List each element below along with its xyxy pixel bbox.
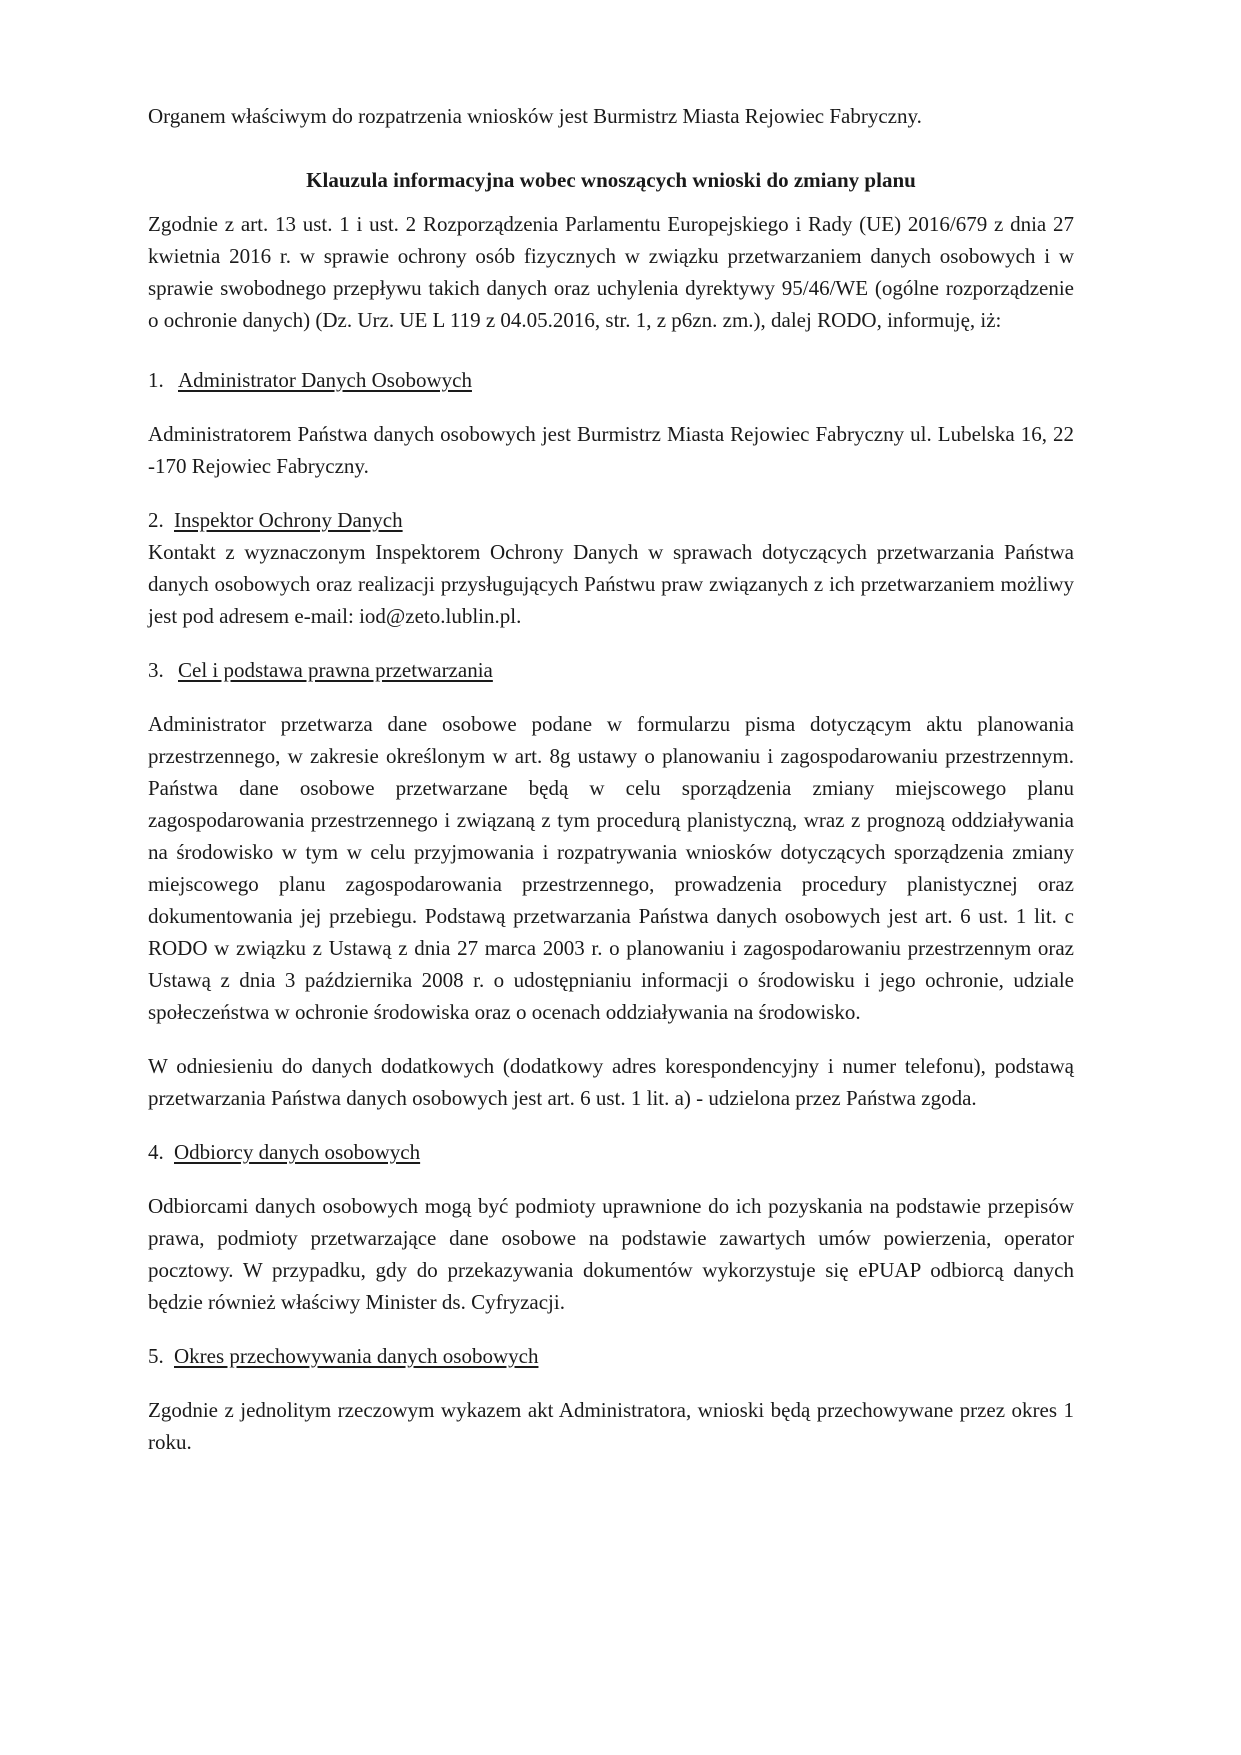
section-3-heading: Cel i podstawa prawna przetwarzania (178, 658, 493, 682)
section-4-header (148, 1136, 1074, 1168)
section-5-number: 5. (148, 1344, 164, 1368)
section-1-heading: Administrator Danych Osobowych (178, 368, 472, 392)
section-3-paragraph-1: Administrator przetwarza dane osobowe podane w formularzu pisma dotyczącym aktu planowania przestrzennego, w zakresie określonym w art. 8g ustawy o planowaniu i zagospodarowaniu przestrzennym. Państwa dane osobowe przetwarzane będą w celu sporządzenia zmiany miejscowego planu zagospodarowania przestrzennego i związaną z tym procedurą planistyczną, wraz z prognozą oddziaływania na środowisko w tym w celu przyjmowania i rozpatrywania wniosków dotyczących sporządzenia zmiany miejscowego planu zagospodarowania przestrzennego, prowadzenia procedury planistycznej oraz dokumentowania jej przebiegu. Podstawą przetwarzania Państwa danych osobowych jest art. 6 ust. 1 lit. c RODO w związku z Ustawą z dnia 27 marca 2003 r. o planowaniu i zagospodarowaniu przestrzennym oraz Ustawą z dnia 3 października 2008 r. o udostępnianiu informacji o środowisku i jego ochronie, udziale społeczeństwa w ochronie środowiska oraz o ocenach oddziaływania na środowisko. (148, 712, 1074, 1024)
section-4-heading: Odbiorcy danych osobowych (174, 1140, 421, 1164)
section-3-paragraph-2: W odniesieniu do danych dodatkowych (dodatkowy adres korespondencyjny i numer telefonu), podstawą przetwarzania Państwa danych osobowych jest art. 6 ust. 1 lit. a) - udzielona przez Państwa zgoda. (148, 1054, 1074, 1110)
intro-text: Organem właściwym do rozpatrzenia wniosków jest Burmistrz Miasta Rejowiec Fabryczny. (148, 104, 922, 128)
section-5-heading: Okres przechowywania danych osobowych (174, 1344, 539, 1368)
section-4-number: 4. (148, 1140, 164, 1164)
section-2-number: 2. (148, 508, 164, 532)
section-1-header (148, 364, 1074, 396)
section-1-paragraph: Administratorem Państwa danych osobowych jest Burmistrz Miasta Rejowiec Fabryczny ul. Lubelska 16, 22 -170 Rejowiec Fabryczny. (148, 422, 1074, 478)
section-1-number: 1. (148, 368, 164, 392)
document-title: Klauzula informacyjna wobec wnoszących wnioski do zmiany planu (306, 168, 916, 192)
section-4-paragraph: Odbiorcami danych osobowych mogą być podmioty uprawnione do ich pozyskania na podstawie przepisów prawa, podmioty przetwarzające dane osobowe na podstawie zawartych umów powierzenia, operator pocztowy. W przypadku, gdy do przekazywania dokumentów wykorzystuje się ePUAP odbiorcą danych będzie również właściwy Minister ds. Cyfryzacji. (148, 1194, 1074, 1314)
section-5-paragraph: Zgodnie z jednolitym rzeczowym wykazem akt Administratora, wnioski będą przechowywane przez okres 1 roku. (148, 1398, 1074, 1454)
section-5-header (148, 1340, 1074, 1372)
document-page (148, 100, 1074, 1458)
section-3-number: 3. (148, 658, 164, 682)
section-2-paragraph: Kontakt z wyznaczonym Inspektorem Ochrony Danych w sprawach dotyczących przetwarzania Państwa danych osobowych oraz realizacji przysługujących Państwu praw związanych z ich przetwarzaniem możliwy jest pod adresem e-mail: iod@zeto.lublin.pl. (148, 540, 1074, 628)
section-3-header (148, 654, 1074, 686)
section-2-heading: Inspektor Ochrony Danych (174, 508, 403, 532)
section-2-header (148, 504, 1074, 536)
legal-basis-paragraph: Zgodnie z art. 13 ust. 1 i ust. 2 Rozporządzenia Parlamentu Europejskiego i Rady (UE) 2016/679 z dnia 27 kwietnia 2016 r. w sprawie ochrony osób fizycznych w związku przetwarzaniem danych osobowych i w sprawie swobodnego przepływu takich danych oraz uchylenia dyrektywy 95/46/WE (ogólne rozporządzenie o ochronie danych) (Dz. Urz. UE L 119 z 04.05.2016, str. 1, z p6zn. zm.), dalej RODO, informuję, iż: (148, 212, 1074, 332)
